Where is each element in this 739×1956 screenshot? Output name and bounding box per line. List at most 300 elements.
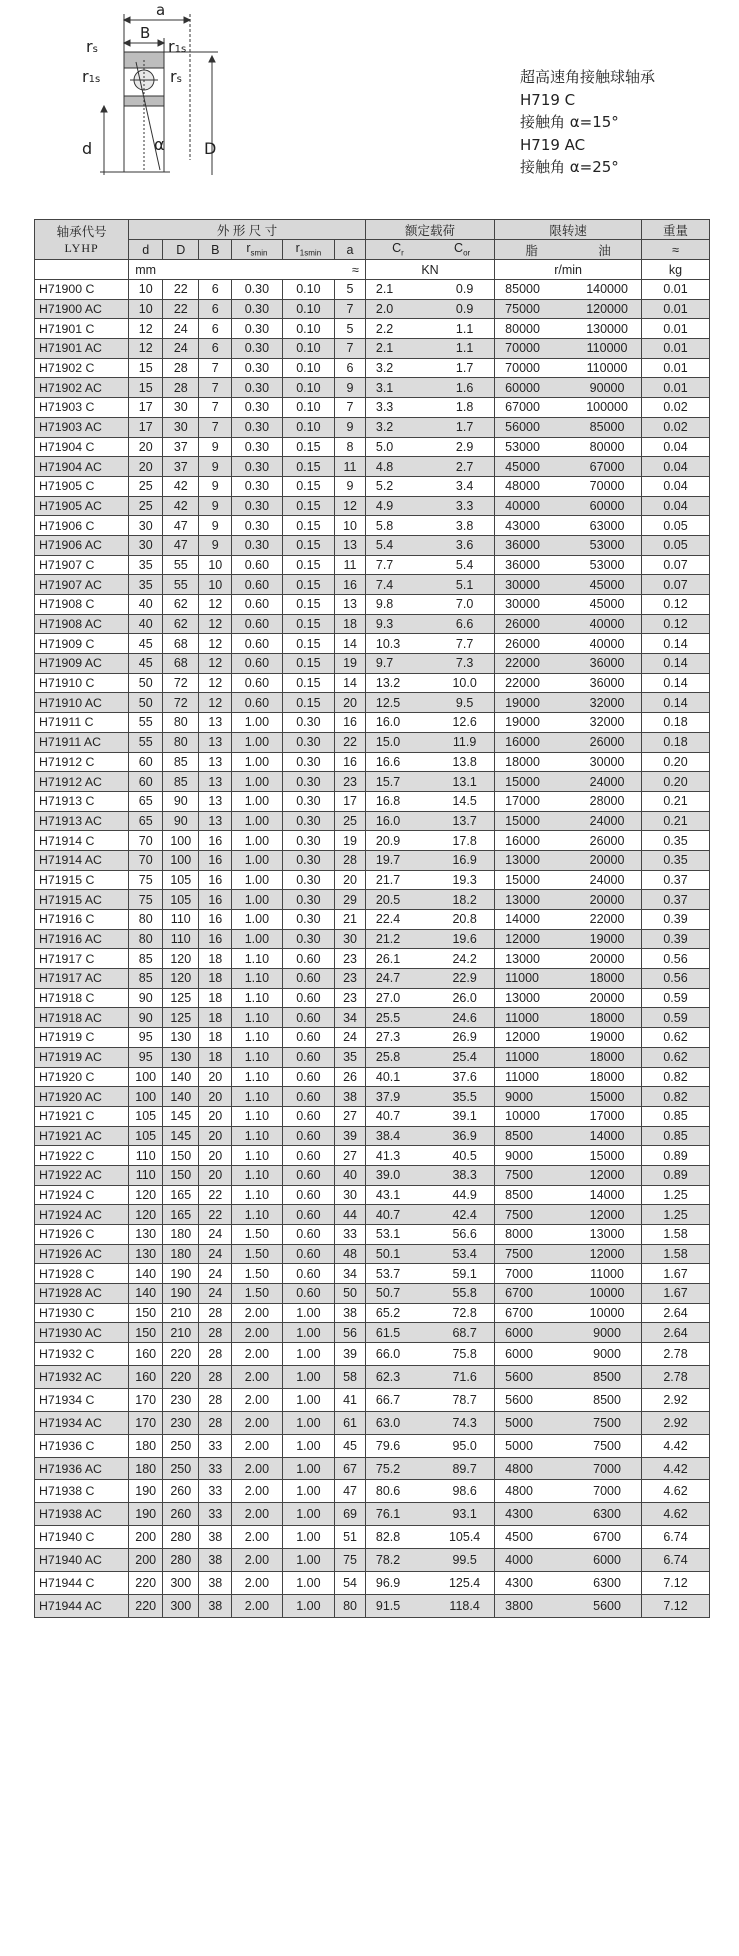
- header-dimensions: 外 形 尺 寸: [129, 220, 366, 240]
- cell-cr: 53.7: [375, 1266, 401, 1281]
- cell-a: 21: [335, 910, 366, 930]
- cell-a: 27: [335, 1146, 366, 1166]
- cell-oil-speed: 18000: [589, 971, 625, 986]
- cell-cor: 68.7: [452, 1325, 477, 1340]
- cell-a: 35: [335, 1047, 366, 1067]
- cell-D: 230: [163, 1411, 199, 1434]
- cell-d: 85: [129, 949, 163, 969]
- table-row: [35, 1165, 710, 1185]
- cell-D: 72: [163, 693, 199, 713]
- cell-weight: 2.64: [642, 1323, 710, 1343]
- cell-B: 7: [199, 358, 232, 378]
- cell-a: 26: [335, 1067, 366, 1087]
- cell-cr: 7.4: [375, 577, 394, 592]
- cell-rsmin: 0.30: [232, 417, 282, 437]
- cell-grease-speed: 11000: [505, 1050, 540, 1065]
- cell-load: [365, 988, 494, 1008]
- cell-cr: 16.0: [375, 813, 401, 828]
- cell-rsmin: 1.00: [232, 791, 282, 811]
- cell-a: 9: [335, 417, 366, 437]
- cell-load: [365, 1303, 494, 1323]
- cell-B: 18: [199, 1047, 232, 1067]
- cell-a: 39: [335, 1343, 366, 1366]
- cell-d: 70: [129, 850, 163, 870]
- cell-rsmin: 0.30: [232, 339, 282, 359]
- cell-rsmin: 1.10: [232, 1008, 282, 1028]
- cell-B: 33: [199, 1503, 232, 1526]
- cell-load: [365, 1185, 494, 1205]
- cell-weight: 0.01: [642, 378, 710, 398]
- cell-d: 50: [129, 693, 163, 713]
- cell-r1smin: 0.15: [282, 457, 335, 477]
- cell-model: H71917 AC: [35, 969, 129, 989]
- cell-oil-speed: 6700: [593, 1530, 621, 1545]
- cell-cor: 1.7: [455, 420, 474, 435]
- cell-oil-speed: 13000: [589, 1227, 625, 1242]
- cell-B: 10: [199, 575, 232, 595]
- cell-a: 44: [335, 1205, 366, 1225]
- cell-cor: 24.6: [452, 1010, 477, 1025]
- cell-D: 145: [163, 1106, 199, 1126]
- cell-d: 90: [129, 988, 163, 1008]
- cell-load: [365, 457, 494, 477]
- cell-grease-speed: 5000: [505, 1415, 533, 1430]
- table-row: [35, 1264, 710, 1284]
- cell-B: 9: [199, 496, 232, 516]
- cell-speed: [495, 929, 642, 949]
- cell-cr: 27.3: [375, 1030, 401, 1045]
- cell-oil-speed: 7000: [593, 1461, 621, 1476]
- cell-B: 33: [199, 1480, 232, 1503]
- cell-model: H71912 C: [35, 752, 129, 772]
- cell-r1smin: 0.15: [282, 437, 335, 457]
- cell-grease-speed: 8500: [505, 1187, 533, 1202]
- cell-cr: 12.5: [375, 695, 401, 710]
- cell-r1smin: 0.60: [282, 1185, 335, 1205]
- cell-B: 18: [199, 949, 232, 969]
- cell-cor: 36.9: [452, 1128, 477, 1143]
- cell-speed: [495, 1106, 642, 1126]
- cell-cor: 22.9: [452, 971, 477, 986]
- cell-cor: 0.9: [455, 302, 474, 317]
- cell-speed: [495, 476, 642, 496]
- cell-speed: [495, 969, 642, 989]
- cell-d: 160: [129, 1343, 163, 1366]
- cell-a: 20: [335, 870, 366, 890]
- cell-D: 300: [163, 1572, 199, 1595]
- cell-grease-speed: 14000: [505, 912, 540, 927]
- cell-cr: 3.2: [375, 361, 394, 376]
- cell-model: H71934 C: [35, 1388, 129, 1411]
- cell-rsmin: 2.00: [232, 1457, 282, 1480]
- cell-model: H71930 C: [35, 1303, 129, 1323]
- cell-r1smin: 0.30: [282, 732, 335, 752]
- cell-D: 130: [163, 1047, 199, 1067]
- cell-d: 190: [129, 1503, 163, 1526]
- label-B: B: [140, 24, 151, 42]
- table-row: [35, 1106, 710, 1126]
- cell-model: H71912 AC: [35, 772, 129, 792]
- cell-cr: 27.0: [375, 991, 401, 1006]
- cell-model: H71902 AC: [35, 378, 129, 398]
- cell-rsmin: 1.00: [232, 870, 282, 890]
- table-row: [35, 319, 710, 339]
- cell-speed: [495, 1434, 642, 1457]
- cell-D: 24: [163, 339, 199, 359]
- cell-weight: 0.12: [642, 595, 710, 615]
- cell-r1smin: 0.60: [282, 1067, 335, 1087]
- cell-d: 200: [129, 1549, 163, 1572]
- cell-D: 105: [163, 890, 199, 910]
- cell-d: 17: [129, 398, 163, 418]
- table-row: [35, 1343, 710, 1366]
- cell-a: 7: [335, 299, 366, 319]
- cell-oil-speed: 36000: [589, 656, 625, 671]
- cell-speed: [495, 595, 642, 615]
- cell-speed: [495, 1480, 642, 1503]
- cell-grease-speed: 19000: [505, 695, 540, 710]
- cell-speed: [495, 1126, 642, 1146]
- cell-grease-speed: 40000: [505, 498, 540, 513]
- cell-d: 60: [129, 772, 163, 792]
- cell-r1smin: 0.10: [282, 319, 335, 339]
- cell-model: H71907 AC: [35, 575, 129, 595]
- cell-d: 90: [129, 1008, 163, 1028]
- cell-B: 12: [199, 693, 232, 713]
- cell-rsmin: 1.00: [232, 811, 282, 831]
- cell-r1smin: 0.60: [282, 1225, 335, 1245]
- table-row: [35, 1303, 710, 1323]
- cell-weight: 0.02: [642, 398, 710, 418]
- cell-weight: 0.82: [642, 1087, 710, 1107]
- cell-B: 22: [199, 1185, 232, 1205]
- cell-cr: 20.9: [375, 833, 401, 848]
- cell-cr: 3.3: [375, 400, 394, 415]
- cell-speed: [495, 299, 642, 319]
- cell-D: 165: [163, 1205, 199, 1225]
- cell-speed: [495, 673, 642, 693]
- cell-model: H71914 C: [35, 831, 129, 851]
- cell-cor: 3.8: [455, 518, 474, 533]
- cell-a: 38: [335, 1087, 366, 1107]
- cell-d: 10: [129, 280, 163, 300]
- cell-rsmin: 0.30: [232, 457, 282, 477]
- cell-d: 170: [129, 1411, 163, 1434]
- cell-d: 180: [129, 1434, 163, 1457]
- cell-r1smin: 0.10: [282, 339, 335, 359]
- cell-speed: [495, 555, 642, 575]
- cell-a: 11: [335, 457, 366, 477]
- cell-D: 100: [163, 831, 199, 851]
- cell-cor: 26.0: [452, 991, 477, 1006]
- table-row: [35, 398, 710, 418]
- cell-grease-speed: 4300: [505, 1575, 533, 1590]
- table-row: [35, 457, 710, 477]
- cell-grease-speed: 8000: [505, 1227, 533, 1242]
- cell-a: 23: [335, 949, 366, 969]
- cell-r1smin: 1.00: [282, 1594, 335, 1617]
- cell-weight: 6.74: [642, 1549, 710, 1572]
- cell-cr: 5.2: [375, 479, 394, 494]
- cell-B: 24: [199, 1284, 232, 1304]
- label-rs-top: rs: [86, 37, 98, 56]
- cell-model: H71906 AC: [35, 535, 129, 555]
- cell-weight: 0.01: [642, 299, 710, 319]
- cell-model: H71944 AC: [35, 1594, 129, 1617]
- table-row: [35, 1284, 710, 1304]
- cell-load: [365, 437, 494, 457]
- cell-cr: 7.7: [375, 557, 394, 572]
- cell-B: 38: [199, 1526, 232, 1549]
- cell-rsmin: 2.00: [232, 1480, 282, 1503]
- cell-d: 35: [129, 555, 163, 575]
- cell-d: 140: [129, 1284, 163, 1304]
- table-row: [35, 870, 710, 890]
- cell-a: 8: [335, 437, 366, 457]
- cell-weight: 0.18: [642, 732, 710, 752]
- cell-grease-speed: 13000: [505, 853, 540, 868]
- cell-weight: 7.12: [642, 1594, 710, 1617]
- cell-oil-speed: 90000: [589, 380, 625, 395]
- cell-B: 9: [199, 457, 232, 477]
- cell-B: 12: [199, 595, 232, 615]
- cell-D: 190: [163, 1264, 199, 1284]
- cell-oil-speed: 40000: [589, 617, 625, 632]
- cell-rsmin: 0.30: [232, 398, 282, 418]
- cell-d: 40: [129, 595, 163, 615]
- cell-model: H71918 C: [35, 988, 129, 1008]
- table-row: [35, 339, 710, 359]
- cell-cor: 98.6: [452, 1484, 477, 1499]
- cell-load: [365, 1087, 494, 1107]
- cell-grease-speed: 8500: [505, 1128, 533, 1143]
- cell-speed: [495, 1366, 642, 1389]
- cell-D: 180: [163, 1225, 199, 1245]
- caption-series-ac: H719 AC: [520, 135, 586, 154]
- cell-cor: 5.1: [455, 577, 474, 592]
- cell-D: 120: [163, 969, 199, 989]
- cell-model: H71908 C: [35, 595, 129, 615]
- cell-model: H71928 AC: [35, 1284, 129, 1304]
- cell-speed: [495, 1549, 642, 1572]
- cell-model: H71916 AC: [35, 929, 129, 949]
- cell-rsmin: 1.10: [232, 1205, 282, 1225]
- cell-D: 55: [163, 575, 199, 595]
- cell-B: 28: [199, 1303, 232, 1323]
- cell-weight: 0.02: [642, 417, 710, 437]
- cell-a: 48: [335, 1244, 366, 1264]
- cell-cor: 2.9: [455, 439, 474, 454]
- cell-load: [365, 614, 494, 634]
- cell-load: [365, 1572, 494, 1595]
- cell-model: H71928 C: [35, 1264, 129, 1284]
- cell-D: 62: [163, 614, 199, 634]
- cell-model: H71924 C: [35, 1185, 129, 1205]
- cell-speed: [495, 772, 642, 792]
- table-row: [35, 555, 710, 575]
- cell-d: 80: [129, 910, 163, 930]
- cell-rsmin: 0.30: [232, 476, 282, 496]
- cell-grease-speed: 26000: [505, 617, 540, 632]
- cell-rsmin: 1.10: [232, 1126, 282, 1146]
- cell-model: H71900 C: [35, 280, 129, 300]
- cell-oil-speed: 6300: [593, 1507, 621, 1522]
- cell-rsmin: 1.10: [232, 949, 282, 969]
- cell-load: [365, 929, 494, 949]
- cell-oil-speed: 7500: [593, 1438, 621, 1453]
- cell-d: 60: [129, 752, 163, 772]
- cell-rsmin: 1.00: [232, 772, 282, 792]
- table-row: [35, 280, 710, 300]
- cell-speed: [495, 811, 642, 831]
- cell-d: 95: [129, 1028, 163, 1048]
- table-row: [35, 535, 710, 555]
- cell-a: 6: [335, 358, 366, 378]
- cell-a: 14: [335, 634, 366, 654]
- cell-oil-speed: 45000: [589, 577, 625, 592]
- label-alpha: α: [154, 135, 165, 154]
- cell-weight: 1.67: [642, 1284, 710, 1304]
- cell-B: 18: [199, 1008, 232, 1028]
- cell-oil-speed: 6300: [593, 1575, 621, 1590]
- cell-model: H71921 AC: [35, 1126, 129, 1146]
- cell-d: 70: [129, 831, 163, 851]
- cell-speed: [495, 1028, 642, 1048]
- cell-rsmin: 1.10: [232, 1106, 282, 1126]
- cell-speed: [495, 378, 642, 398]
- cell-weight: 1.25: [642, 1185, 710, 1205]
- table-row: [35, 476, 710, 496]
- header-weight-approx: ≈: [642, 240, 710, 260]
- cell-model: H71905 C: [35, 476, 129, 496]
- cell-weight: 0.05: [642, 516, 710, 536]
- cell-weight: 4.42: [642, 1434, 710, 1457]
- cell-speed: [495, 417, 642, 437]
- cell-grease-speed: 6700: [505, 1286, 533, 1301]
- cell-model: H71944 C: [35, 1572, 129, 1595]
- cell-B: 38: [199, 1594, 232, 1617]
- cell-cor: 16.9: [452, 853, 477, 868]
- cell-cor: 5.4: [455, 557, 474, 572]
- cell-load: [365, 831, 494, 851]
- cell-load: [365, 1388, 494, 1411]
- cell-weight: 0.01: [642, 339, 710, 359]
- table-row: [35, 1146, 710, 1166]
- cell-oil-speed: 12000: [589, 1207, 625, 1222]
- cell-model: H71920 C: [35, 1067, 129, 1087]
- cell-r1smin: 0.60: [282, 949, 335, 969]
- cell-grease-speed: 30000: [505, 577, 540, 592]
- cell-cr: 96.9: [375, 1575, 401, 1590]
- cell-a: 40: [335, 1165, 366, 1185]
- cell-cor: 18.2: [452, 892, 477, 907]
- cell-a: 47: [335, 1480, 366, 1503]
- cell-grease-speed: 4300: [505, 1507, 533, 1522]
- header-B: B: [199, 240, 232, 260]
- cell-D: 220: [163, 1366, 199, 1389]
- cell-r1smin: 0.60: [282, 1106, 335, 1126]
- cell-oil-speed: 17000: [589, 1109, 625, 1124]
- cell-oil-speed: 26000: [589, 735, 625, 750]
- cell-rsmin: 1.00: [232, 890, 282, 910]
- cell-speed: [495, 988, 642, 1008]
- cell-rsmin: 1.10: [232, 1028, 282, 1048]
- cell-grease-speed: 7500: [505, 1247, 533, 1262]
- cell-speed: [495, 1503, 642, 1526]
- label-r1s-top: r1s: [168, 37, 187, 56]
- cell-cr: 39.0: [375, 1168, 401, 1183]
- cell-model: H71906 C: [35, 516, 129, 536]
- cell-speed: [495, 713, 642, 733]
- cell-oil-speed: 7500: [593, 1415, 621, 1430]
- cell-a: 58: [335, 1366, 366, 1389]
- cell-cr: 2.1: [375, 341, 394, 356]
- cell-load: [365, 949, 494, 969]
- cell-speed: [495, 319, 642, 339]
- cell-a: 45: [335, 1434, 366, 1457]
- cell-weight: 4.42: [642, 1457, 710, 1480]
- cell-cor: 125.4: [448, 1575, 481, 1590]
- cell-model: H71919 C: [35, 1028, 129, 1048]
- dim-b-arrow-right: [158, 40, 164, 46]
- cell-a: 33: [335, 1225, 366, 1245]
- cell-cor: 55.8: [452, 1286, 477, 1301]
- table-row: [35, 1480, 710, 1503]
- cell-D: 68: [163, 654, 199, 674]
- cell-rsmin: 1.00: [232, 929, 282, 949]
- cell-grease-speed: 11000: [505, 1069, 540, 1084]
- table-row: [35, 732, 710, 752]
- cell-grease-speed: 13000: [505, 892, 540, 907]
- cell-model: H71910 AC: [35, 693, 129, 713]
- cell-cr: 91.5: [375, 1598, 401, 1613]
- cell-a: 50: [335, 1284, 366, 1304]
- dim-b-arrow-left: [124, 40, 130, 46]
- cell-speed: [495, 1047, 642, 1067]
- cell-load: [365, 1008, 494, 1028]
- cell-rsmin: 1.50: [232, 1284, 282, 1304]
- cell-grease-speed: 3800: [505, 1598, 533, 1613]
- cell-B: 12: [199, 614, 232, 634]
- cell-r1smin: 1.00: [282, 1434, 335, 1457]
- cell-model: H71908 AC: [35, 614, 129, 634]
- cell-oil-speed: 63000: [589, 518, 625, 533]
- cell-rsmin: 0.30: [232, 496, 282, 516]
- cell-a: 23: [335, 772, 366, 792]
- cell-speed: [495, 437, 642, 457]
- cell-B: 13: [199, 791, 232, 811]
- header-model: 轴承代号 LYHP: [35, 220, 129, 260]
- cell-cor: 24.2: [452, 951, 477, 966]
- cell-speed: [495, 496, 642, 516]
- cell-grease-speed: 13000: [505, 991, 540, 1006]
- header-a: a: [335, 240, 366, 260]
- table-row: [35, 791, 710, 811]
- cell-oil-speed: 30000: [589, 754, 625, 769]
- cell-speed: [495, 1165, 642, 1185]
- cell-model: H71940 AC: [35, 1549, 129, 1572]
- cell-speed: [495, 1205, 642, 1225]
- cell-B: 33: [199, 1457, 232, 1480]
- cell-load: [365, 752, 494, 772]
- cell-weight: 0.12: [642, 614, 710, 634]
- table-row: [35, 772, 710, 792]
- cell-B: 18: [199, 969, 232, 989]
- cell-D: 22: [163, 299, 199, 319]
- table-row: [35, 1366, 710, 1389]
- cell-a: 54: [335, 1572, 366, 1595]
- cell-cor: 3.6: [455, 538, 474, 553]
